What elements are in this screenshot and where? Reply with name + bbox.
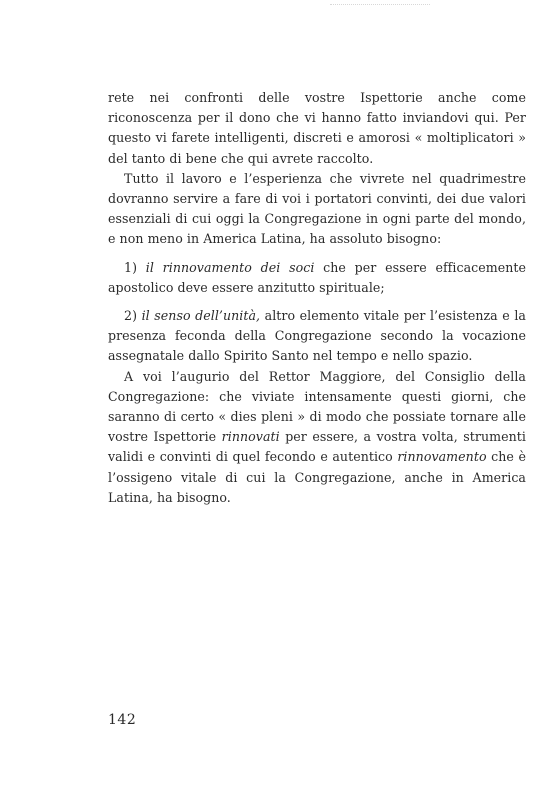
- paragraph-closing-wish: [108, 367, 526, 508]
- paragraph-text: per essere, a vostra volta, strumenti validi e convinti di quel fecondo e autentico: [108, 429, 526, 465]
- paragraph-text: A voi l’augurio del Rettor Maggiore, del Consiglio della Congregazione: che viviate intensamente questi giorni, che saranno di certo « dies pleni » di modo che possiate tornare alle vostre Ispettorie: [108, 368, 526, 445]
- body-text: [108, 88, 526, 508]
- list-item-unity: [108, 306, 526, 367]
- list-text: altro elemento vitale per l’esistenza e la presenza feconda della Congregazione secondo la vocazione assegnatale dallo Spirito Santo nel tempo e nello spazio.: [108, 308, 526, 364]
- list-number: 1): [124, 259, 146, 275]
- scan-artifact: [330, 4, 430, 9]
- paragraph-two-values: [108, 169, 526, 250]
- italic-word: rinnovati: [221, 429, 280, 445]
- paragraph-text: che è l’ossigeno vitale di cui la Congregazione, anche in America Latina, ha bisogno.: [108, 449, 526, 505]
- page-number: 142: [108, 712, 137, 728]
- paragraph-continuation: [108, 88, 526, 169]
- list-number: 2): [124, 308, 142, 324]
- paragraph-text: Tutto il lavoro e l’esperienza che vivrete nel quadrimestre dovranno servire a fare di voi i portatori convinti, dei due valori essenziali di cui oggi la Congregazione in ogni parte del mondo, e non meno in America Latina, ha assoluto bisogno:: [108, 170, 526, 247]
- list-text: che per essere efficacemente apostolico deve essere anzitutto spirituale;: [108, 259, 526, 295]
- italic-phrase: il rinnovamento dei soci: [145, 259, 315, 275]
- list-item-renewal: [108, 258, 526, 298]
- italic-word: rinnovamento: [397, 449, 487, 465]
- italic-phrase: il senso dell’unità,: [141, 308, 261, 324]
- paragraph-text: rete nei confronti delle vostre Ispettorie anche come riconoscenza per il dono che vi hanno fatto inviandovi qui. Per questo vi farete intelligenti, discreti e amorosi « moltiplicatori » del tanto di bene che qui avrete raccolto.: [108, 90, 526, 166]
